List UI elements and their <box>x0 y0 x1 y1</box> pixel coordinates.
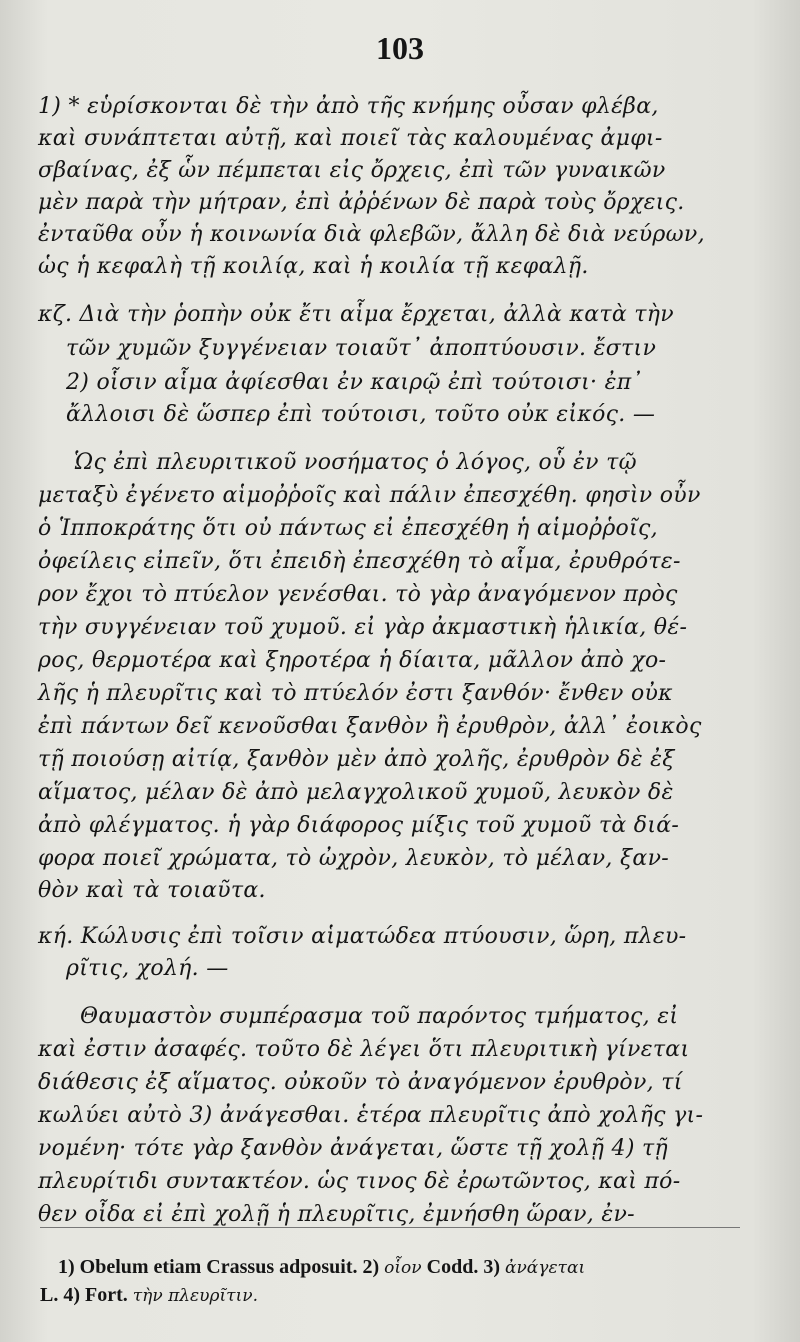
footnote-greek: ἀνάγεται <box>504 1258 586 1278</box>
text-line: Ὡς ἐπὶ πλευριτικοῦ νοσήματος ὁ λόγος, οὗ ἐν τῷ <box>74 450 637 475</box>
text-line: Θαυμαστὸν συμπέρασμα τοῦ παρόντος τμήματος, εἰ <box>80 1004 679 1029</box>
text-line: τὴν συγγένειαν τοῦ χυμοῦ. εἰ γὰρ ἀκμαστικὴ ἡλικία, θέ- <box>38 615 688 640</box>
text-line: κωλύει αὐτὸ 3) ἀνάγεσθαι. ἑτέρα πλευρῖτις ἀπὸ χολῆς γι- <box>38 1103 704 1128</box>
text-line: ρον ἔχοι τὸ πτύελον γενέσθαι. τὸ γὰρ ἀναγόμενον πρὸς <box>38 582 678 607</box>
text-line: καὶ ἐστιν ἀσαφές. τοῦτο δὲ λέγει ὅτι πλευριτικὴ γίνεται <box>38 1037 690 1062</box>
text-line: διάθεσις ἐξ αἵματος. οὐκοῦν τὸ ἀναγόμενον ἐρυθρὸν, τί <box>38 1070 683 1095</box>
footnote-divider <box>40 1227 740 1228</box>
text-line: τῶν χυμῶν ξυγγένειαν τοιαῦτ᾽ ἀποπτύουσιν. ἔστιν <box>66 336 657 361</box>
text-line: 2) οἷσιν αἷμα ἀφίεσθαι ἐν καιρῷ ἐπὶ τούτοισι· ἐπ᾽ <box>66 370 643 395</box>
text-line: κή. Κώλυσις ἐπὶ τοῖσιν αἱματώδεα πτύουσιν, ὥρη, πλευ- <box>38 924 687 949</box>
text-line: θὸν καὶ τὰ τοιαῦτα. <box>38 878 266 903</box>
text-line: κζ. Διὰ τὴν ῥοπὴν οὐκ ἔτι αἷμα ἔρχεται, ἀλλὰ κατὰ τὴν <box>38 302 674 327</box>
text-line: ὡς ἡ κεφαλὴ τῇ κοιλίᾳ, καὶ ἡ κοιλία τῇ κεφαλῇ. <box>38 254 589 279</box>
footnote-greek: οἷον <box>384 1258 422 1278</box>
text-line: 1) * εὑρίσκονται δὲ τὴν ἀπὸ τῆς κνήμης οὖσαν φλέβα, <box>38 94 659 119</box>
text-line: σβαίνας, ἐξ ὧν πέμπεται εἰς ὄρχεις, ἐπὶ τῶν γυναικῶν <box>38 158 666 183</box>
text-line: αἵματος, μέλαν δὲ ἀπὸ μελαγχολικοῦ χυμοῦ, λευκὸν δὲ <box>38 780 674 805</box>
text-line: τῇ ποιούσῃ αἰτίᾳ, ξανθὸν μὲν ἀπὸ χολῆς, ἐρυθρὸν δὲ ἐξ <box>38 747 675 772</box>
text-line: ἄλλοισι δὲ ὥσπερ ἐπὶ τούτοισι, τοῦτο οὐκ εἰκός. — <box>66 402 656 427</box>
footnote-line <box>40 1282 258 1309</box>
text-line: μεταξὺ ἐγένετο αἱμοῤῥοῖς καὶ πάλιν ἐπεσχέθη. φησὶν οὖν <box>38 483 701 508</box>
text-line: ὁ Ἱπποκράτης ὅτι οὐ πάντως εἰ ἐπεσχέθη ἡ αἱμοῤῥοῖς, <box>38 516 658 541</box>
footnote-line <box>58 1254 585 1281</box>
text-line: ἐνταῦθα οὖν ἡ κοινωνία διὰ φλεβῶν, ἄλλη δὲ διὰ νεύρων, <box>38 222 705 247</box>
text-line: ὀφείλεις εἰπεῖν, ὅτι ἐπειδὴ ἐπεσχέθη τὸ αἷμα, ἐρυθρότε- <box>38 549 681 574</box>
page-number: 103 <box>376 30 424 66</box>
text-line: ἀπὸ φλέγματος. ἡ γὰρ διάφορος μίξις τοῦ χυμοῦ τὰ διά- <box>38 813 680 838</box>
text-line: λῆς ἡ πλευρῖτις καὶ τὸ πτύελόν ἐστι ξανθόν· ἔνθεν οὐκ <box>38 681 673 706</box>
text-line: φορα ποιεῖ χρώματα, τὸ ὠχρὸν, λευκὸν, τὸ μέλαν, ξαν- <box>38 846 669 871</box>
footnote-text: L. 4) Fort. <box>40 1284 128 1306</box>
footnote-text: Codd. 3) <box>426 1256 500 1278</box>
text-line: πλευρίτιδι συντακτέον. ὡς τινος δὲ ἐρωτῶντος, καὶ πό- <box>38 1169 681 1194</box>
footnote-greek: τὴν πλευρῖτιν. <box>132 1286 258 1306</box>
text-line: καὶ συνάπτεται αὐτῇ, καὶ ποιεῖ τὰς καλουμένας ἀμφι- <box>38 126 663 151</box>
text-line: ρος, θερμοτέρα καὶ ξηροτέρα ἡ δίαιτα, μᾶλλον ἀπὸ χο- <box>38 648 667 673</box>
text-line: θεν οἶδα εἰ ἐπὶ χολῇ ἡ πλευρῖτις, ἐμνήσθη ὥραν, ἐν- <box>38 1202 635 1227</box>
text-line: ρῖτις, χολή. — <box>66 956 229 981</box>
text-line: ἐπὶ πάντων δεῖ κενοῦσθαι ξανθὸν ἢ ἐρυθρὸν, ἀλλ᾽ ἐοικὸς <box>38 714 702 739</box>
text-line: μὲν παρὰ τὴν μήτραν, ἐπὶ ἀῤῥένων δὲ παρὰ τοὺς ὄρχεις. <box>38 190 685 215</box>
text-line: νομένη· τότε γὰρ ξανθὸν ἀνάγεται, ὥστε τῇ χολῇ 4) τῇ <box>38 1136 668 1161</box>
footnote-text: 1) Obelum etiam Crassus adposuit. 2) <box>58 1256 380 1278</box>
